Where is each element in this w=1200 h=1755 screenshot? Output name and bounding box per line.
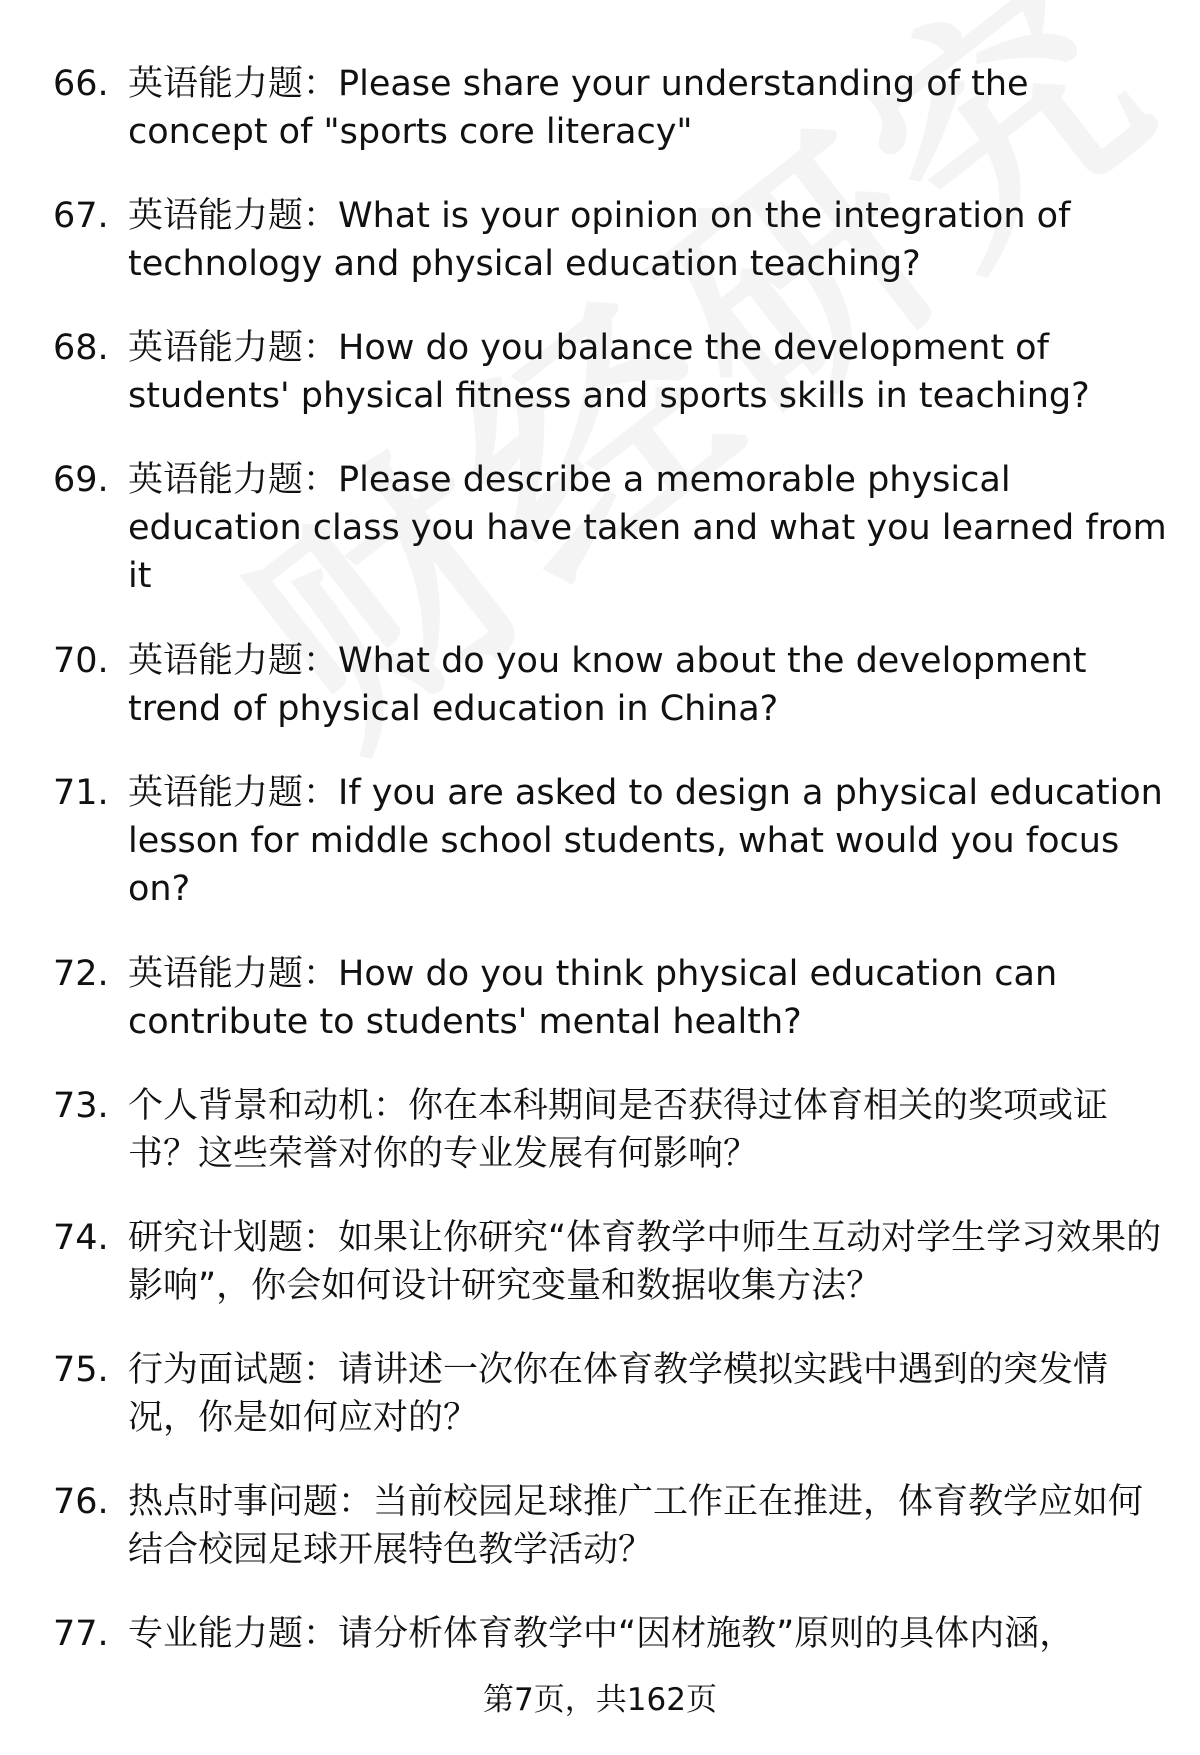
question-number: 73.: [53, 1086, 109, 1126]
question-text: 行为面试题：请讲述一次你在体育教学模拟实践中遇到的突发情况，你是如何应对的？: [128, 1350, 1109, 1438]
question-text: 英语能力题：If you are asked to design a physical education lesson for middle school students, what would you focus on?: [128, 773, 1163, 909]
question-text: 个人背景和动机：你在本科期间是否获得过体育相关的奖项或证书？这些荣誉对你的专业发展有何影响？: [128, 1086, 1109, 1174]
question-number: 75.: [53, 1350, 109, 1390]
question-text: 热点时事问题：当前校园足球推广工作正在推进，体育教学应如何结合校园足球开展特色教学活动？: [128, 1482, 1144, 1570]
question-text: 专业能力题：请分析体育教学中“因材施教”原则的具体内涵，: [128, 1614, 1075, 1654]
page-footer: [0, 1680, 1200, 1720]
page-number-label: 第7页，共162页: [483, 1682, 717, 1718]
question-text: 英语能力题：What do you know about the development trend of physical education in China?: [128, 641, 1087, 729]
question-text: 英语能力题：How do you balance the development of students' physical fitness and sports skills in teaching?: [128, 328, 1090, 416]
question-number: 74.: [53, 1218, 109, 1258]
question-number: 67.: [53, 196, 109, 236]
question-text: 英语能力题：How do you think physical education can contribute to students' mental health?: [128, 954, 1058, 1042]
question-text: 英语能力题：Please share your understanding of the concept of "sports core literacy": [128, 64, 1029, 152]
question-text: 英语能力题：What is your opinion on the integration of technology and physical education teaching?: [128, 196, 1071, 284]
question-number: 72.: [53, 954, 109, 994]
question-number: 70.: [53, 641, 109, 681]
question-number: 69.: [53, 460, 109, 500]
question-number: 68.: [53, 328, 109, 368]
question-text: 英语能力题：Please describe a memorable physical education class you have taken and what you learned from it: [128, 460, 1167, 596]
question-number: 66.: [53, 64, 109, 104]
question-number: 77.: [53, 1614, 109, 1654]
question-number: 76.: [53, 1482, 109, 1522]
question-number: 71.: [53, 773, 109, 813]
question-text: 研究计划题：如果让你研究“体育教学中师生互动对学生学习效果的影响”，你会如何设计研究变量和数据收集方法？: [128, 1218, 1162, 1306]
